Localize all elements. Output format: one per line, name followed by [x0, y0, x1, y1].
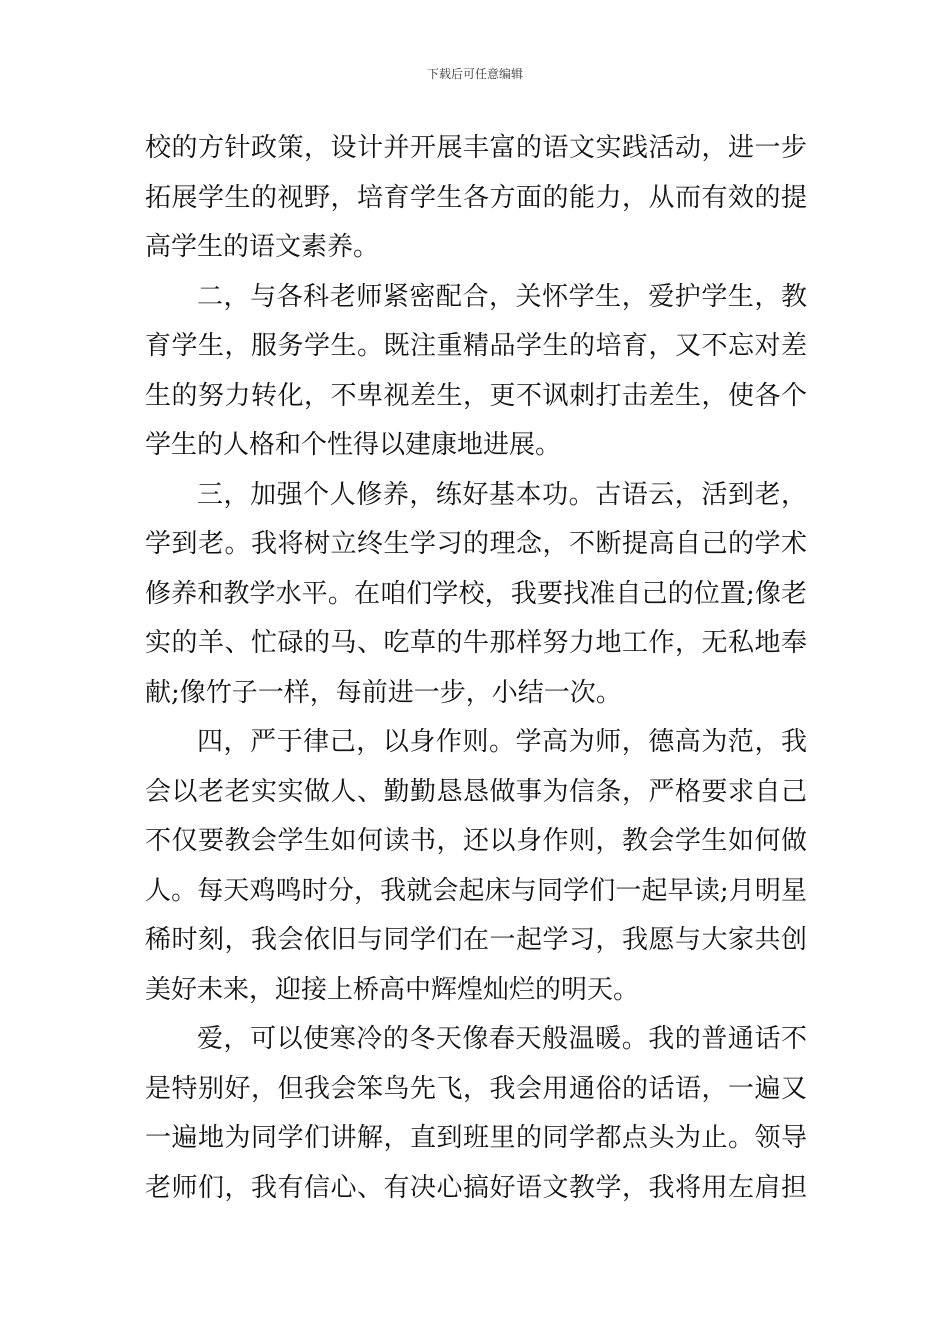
paragraph-2: [145, 273, 807, 471]
text-line: 二，与各科老师紧密配合，关怀学生，爱护学生，教: [197, 281, 807, 312]
text-line: 是特别好，但我会笨鸟先飞，我会用通俗的话语，一遍又: [145, 1073, 807, 1104]
text-line: 爱，可以使寒冷的冬天像春天般温暖。我的普通话不: [197, 1024, 807, 1054]
text-line: 校的方针政策，设计并开展丰富的语文实践活动，进一步: [145, 133, 807, 163]
text-line: 老师们，我有信心、有决心搞好语文教学，我将用左肩担: [145, 1172, 807, 1203]
paragraph-5: [145, 1015, 807, 1213]
paragraph-4: [145, 718, 807, 1015]
paragraph-1: [145, 124, 807, 273]
paragraph-3: [145, 471, 807, 719]
text-line: 一遍地为同学们讲解，直到班里的同学都点头为止。领导: [145, 1123, 807, 1153]
text-line: 献;像竹子一样，每前进一步，小结一次。: [145, 677, 622, 708]
text-line: 美好未来，迎接上桥高中辉煌灿烂的明天。: [145, 974, 640, 1005]
text-line: 实的羊、忙碌的马、吃草的牛那样努力地工作，无私地奉: [145, 628, 807, 658]
text-line: 高学生的语文素养。: [145, 232, 380, 262]
text-line: 生的努力转化，不卑视差生，更不讽刺打击差生，使各个: [145, 380, 807, 411]
text-line: 人。每天鸡鸣时分，我就会起床与同学们一起早读;月明星: [145, 875, 807, 906]
text-line: 拓展学生的视野，培育学生各方面的能力，从而有效的提: [145, 182, 807, 213]
text-line: 稀时刻，我会依旧与同学们在一起学习，我愿与大家共创: [145, 925, 807, 955]
text-line: 学生的人格和个性得以建康地进展。: [145, 430, 562, 460]
text-line: 修养和教学水平。在咱们学校，我要找准自己的位置;像老: [145, 578, 807, 609]
document-body: [145, 124, 807, 1213]
text-line: 不仅要教会学生如何读书，还以身作则，教会学生如何做: [145, 826, 807, 856]
page-header: 下载后可任意编辑: [426, 67, 523, 81]
text-line: 四，严于律己，以身作则。学高为师，德高为范，我: [197, 727, 807, 757]
text-line: 学到老。我将树立终生学习的理念，不断提高自己的学术: [145, 529, 807, 559]
text-line: 三，加强个人修养，练好基本功。古语云，活到老，: [197, 479, 807, 510]
text-line: 会以老老实实做人、勤勤恳恳做事为信条，严格要求自己: [145, 776, 807, 807]
text-line: 育学生，服务学生。既注重精品学生的培育，又不忘对差: [145, 331, 807, 361]
